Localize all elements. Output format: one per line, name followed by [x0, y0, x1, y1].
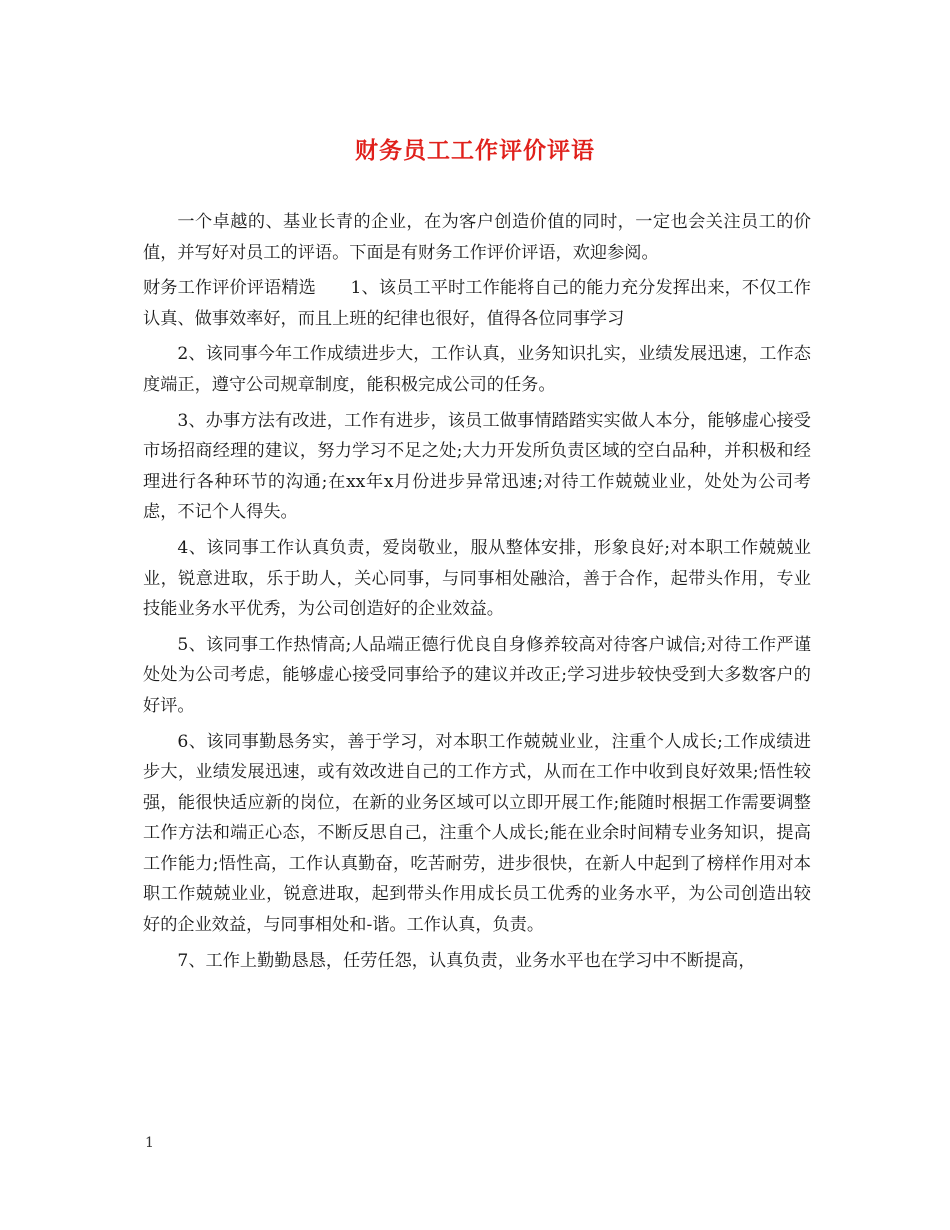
- paragraph-item-2: 2、该同事今年工作成绩进步大，工作认真，业务知识扎实，业绩发展迅速，工作态度端正，遵守公司规章制度，能积极完成公司的任务。: [143, 344, 811, 395]
- paragraph-item-5: 5、该同事工作热情高;人品端正德行优良自身修养较高对待客户诚信;对待工作严谨处处为公司考虑，能够虚心接受同事给予的建议并改正;学习进步较快受到大多数客户的好评。: [143, 634, 811, 716]
- paragraph-item-3: 3、办事方法有改进，工作有进步，该员工做事情踏踏实实做人本分，能够虚心接受市场招商经理的建议，努力学习不足之处;大力开发所负责区域的空白品种，并积极和经理进行各种环节的沟通;在xx年x月份进步异常迅速;对待工作兢兢业业，处处为公司考虑，不记个人得失。: [143, 410, 811, 523]
- document-body: [143, 207, 811, 976]
- page-number: 1: [145, 1135, 154, 1151]
- paragraph-item-7: 7、工作上勤勤恳恳，任劳任怨，认真负责，业务水平也在学习中不断提高，: [177, 950, 756, 971]
- paragraph-item-1: 财务工作评价评语精选 1、该员工平时工作能将自己的能力充分发挥出来，不仅工作认真、做事效率好，而且上班的纪律也很好，值得各位同事学习: [143, 278, 811, 329]
- document-title: 财务员工工作评价评语: [355, 137, 595, 164]
- paragraph-item-6: 6、该同事勤恳务实，善于学习，对本职工作兢兢业业，注重个人成长;工作成绩进步大，业绩发展迅速，或有效改进自己的工作方式，从而在工作中收到良好效果;悟性较强，能很快适应新的岗位，在新的业务区域可以立即开展工作;能随时根据工作需要调整工作方法和端正心态，不断反思自己，注重个人成长;能在业余时间精专业务知识，提高工作能力;悟性高，工作认真勤奋，吃苦耐劳，进步很快，在新人中起到了榜样作用对本职工作兢兢业业，锐意进取，起到带头作用成长员工优秀的业务水平，为公司创造出较好的企业效益，与同事相处和-谐。工作认真，负责。: [143, 731, 811, 936]
- paragraph-item-4: 4、该同事工作认真负责，爱岗敬业，服从整体安排，形象良好;对本职工作兢兢业业，锐意进取，乐于助人，关心同事，与同事相处融洽，善于合作，起带头作用，专业技能业务水平优秀，为公司创造好的企业效益。: [143, 537, 811, 620]
- paragraph-intro: 一个卓越的、基业长青的企业，在为客户创造价值的同时，一定也会关注员工的价值，并写好对员工的评语。下面是有财务工作评价评语，欢迎参阅。: [143, 212, 811, 263]
